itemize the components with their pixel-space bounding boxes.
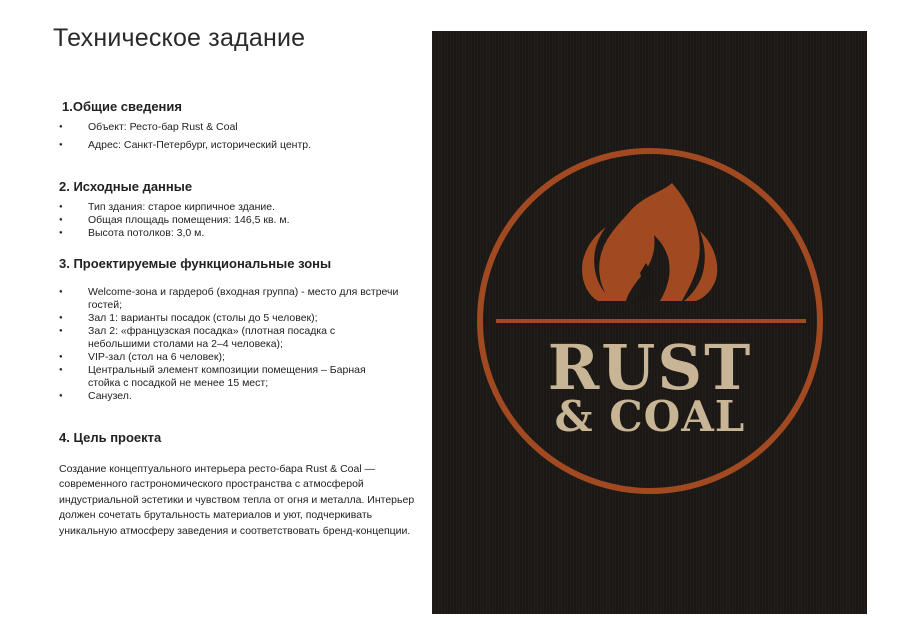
logo-word-rust: RUST: [547, 331, 753, 404]
list-item: ● Объект: Ресто-бар Rust & Coal: [59, 121, 399, 134]
logo-word-coal: & COAL: [554, 392, 746, 441]
list-item: ● Зал 2: «французская посадка» (плотная посадка с небольшими столами на 2–4 человека);: [59, 325, 399, 351]
list-item: ● Общая площадь помещения: 146,5 кв. м.: [59, 214, 399, 227]
logo-divider: [496, 319, 806, 323]
goal-paragraph: Создание концептуального интерьера ресто-бара Rust & Coal — современного гастрономического пространства с атмосферой индустриальной эстетики и чувством тепла от огня и металла. Интерьер должен сочетать брутальность материалов и уют, подчеркивать уникальную атмосферу заведения и соответствовать бренд-концепции.: [59, 463, 415, 537]
rust-and-coal-logo: [432, 31, 867, 614]
section-heading-goal: 4. Цель проекта: [59, 430, 162, 445]
list-item: ● Тип здания: старое кирпичное здание.: [59, 201, 399, 214]
zones-list: [59, 286, 399, 403]
list-item: ● Welcome-зона и гардероб (входная группа) - место для встречи гостей;: [59, 286, 399, 312]
list-item: ● Санузел.: [59, 390, 399, 403]
list-item: ● VIP-зал (стол на 6 человек);: [59, 351, 399, 364]
list-item: ● Адрес: Санкт-Петербург, исторический центр.: [59, 139, 399, 152]
list-item: ● Высота потолков: 3,0 м.: [59, 227, 399, 240]
brand-logo-panel: [432, 31, 867, 614]
input-data-list: [59, 201, 399, 240]
list-item: ● Центральный элемент композиции помещения – Барная стойка с посадкой не менее 15 мест;: [59, 364, 399, 390]
general-list: [59, 121, 399, 152]
flame-icon: [582, 183, 717, 301]
section-heading-input-data: 2. Исходные данные: [59, 179, 193, 194]
section-heading-general: 1.Общие сведения: [62, 99, 182, 114]
section-heading-zones: 3. Проектируемые функциональные зоны: [59, 256, 332, 271]
list-item: ● Зал 1: варианты посадок (столы до 5 человек);: [59, 312, 399, 325]
page-title: Техническое задание: [53, 24, 306, 52]
